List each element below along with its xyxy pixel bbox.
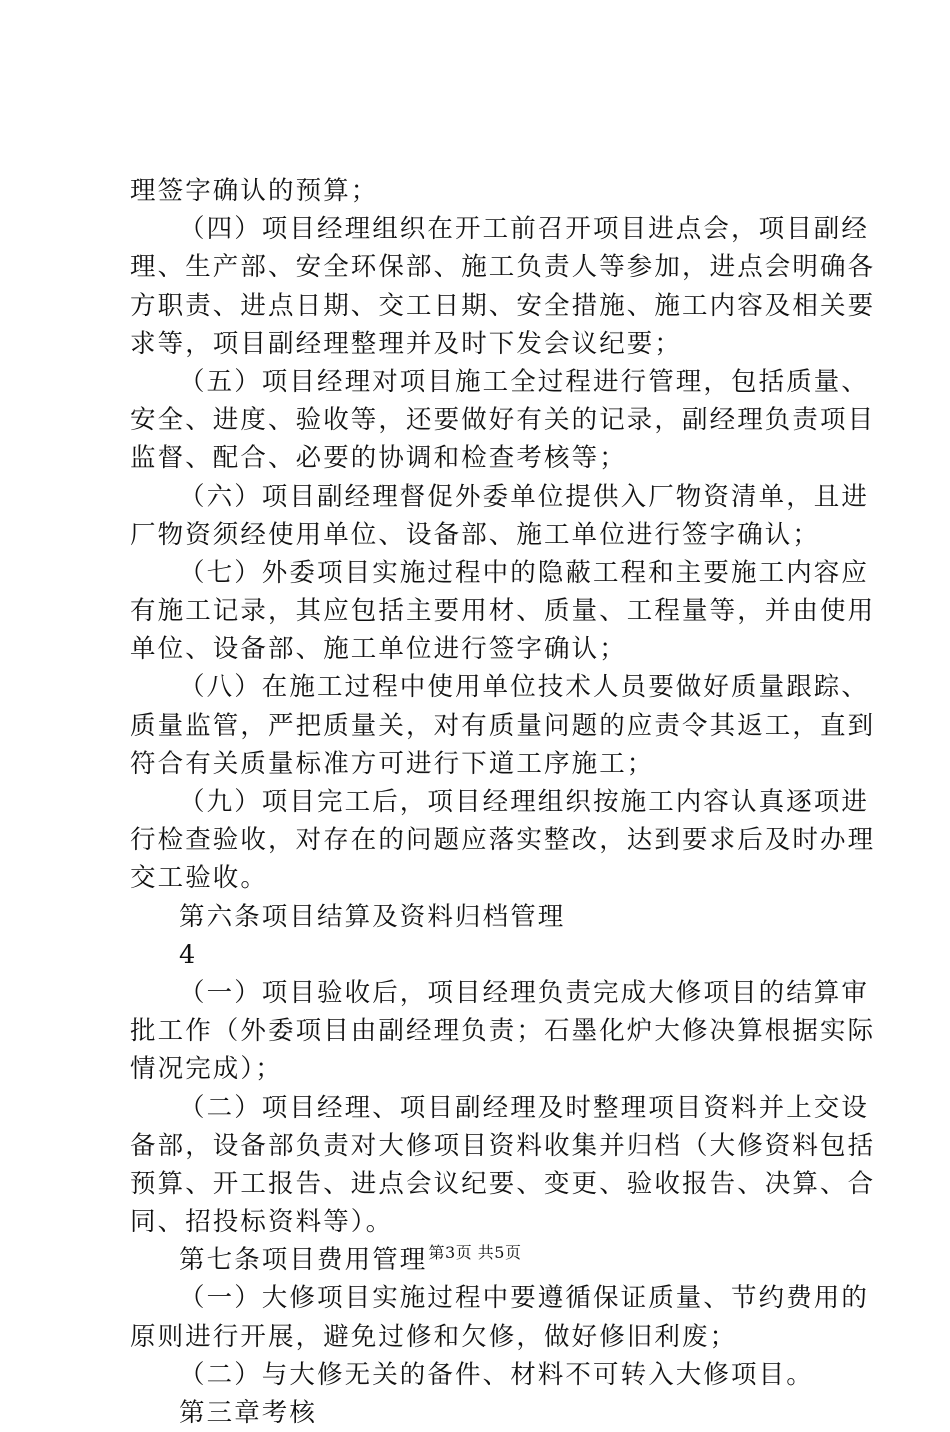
text-line: （二）项目经理、项目副经理及时整理项目资料并上交设 xyxy=(179,1092,870,1123)
text-line: （二）与大修无关的备件、材料不可转入大修项目。 xyxy=(179,1359,814,1390)
text-line: 批工作（外委项目由副经理负责；石墨化炉大修决算根据实际 xyxy=(130,1016,876,1047)
text-line: 预算、开工报告、进点会议纪要、变更、验收报告、决算、合 xyxy=(130,1168,876,1199)
text-line: 情况完成）； xyxy=(130,1054,283,1085)
text-line: （一）大修项目实施过程中要遵循保证质量、节约费用的 xyxy=(179,1283,870,1314)
text-line: 理签字确认的预算； xyxy=(130,176,379,206)
text-line: 同、招投标资料等）。 xyxy=(130,1207,394,1238)
text-line: 监督、配合、必要的协调和检查考核等； xyxy=(130,443,627,474)
text-line: 第六条项目结算及资料归档管理 xyxy=(179,901,566,932)
text-line: （七）外委项目实施过程中的隐蔽工程和主要施工内容应 xyxy=(179,557,870,588)
text-line: 备部，设备部负责对大修项目资料收集并归档（大修资料包括 xyxy=(130,1130,876,1161)
text-line: 厂物资须经使用单位、设备部、施工单位进行签字确认； xyxy=(130,519,821,550)
text-line: （一）项目验收后，项目经理负责完成大修项目的结算审 xyxy=(179,977,870,1008)
text-line: 行检查验收，对存在的问题应落实整改，达到要求后及时办理 xyxy=(130,825,876,856)
text-line: 质量监管，严把质量关，对有质量问题的应责令其返工，直到 xyxy=(130,710,876,741)
page-number-marker: 4 xyxy=(179,939,198,970)
text-line: 第七条项目费用管理 xyxy=(179,1245,428,1276)
text-line: （八）在施工过程中使用单位技术人员要做好质量跟踪、 xyxy=(179,672,870,703)
text-line: 原则进行开展，避免过修和欠修，做好修旧利废； xyxy=(130,1321,738,1352)
text-line: 有施工记录，其应包括主要用材、质量、工程量等，并由使用 xyxy=(130,596,876,627)
text-line: 理、生产部、安全环保部、施工负责人等参加，进点会明确各 xyxy=(130,252,876,283)
text-line: （六）项目副经理督促外委单位提供入厂物资清单，且进 xyxy=(179,481,870,512)
text-line: 单位、设备部、施工单位进行签字确认； xyxy=(130,634,627,665)
text-line: 符合有关质量标准方可进行下道工序施工； xyxy=(130,748,655,779)
text-line: （五）项目经理对项目施工全过程进行管理，包括质量、 xyxy=(179,366,870,397)
text-line: 交工验收。 xyxy=(130,863,269,894)
page-footer: 第3页 共5页 xyxy=(428,1243,522,1262)
text-line: 方职责、进点日期、交工日期、安全措施、施工内容及相关要 xyxy=(130,290,876,321)
text-line: 安全、进度、验收等，还要做好有关的记录，副经理负责项目 xyxy=(130,405,876,436)
text-line: 第三章考核 xyxy=(179,1398,318,1428)
text-line: （四）项目经理组织在开工前召开项目进点会，项目副经 xyxy=(179,214,870,245)
text-line: 求等，项目副经理整理并及时下发会议纪要； xyxy=(130,328,683,359)
text-line: （九）项目完工后，项目经理组织按施工内容认真逐项进 xyxy=(179,787,870,817)
